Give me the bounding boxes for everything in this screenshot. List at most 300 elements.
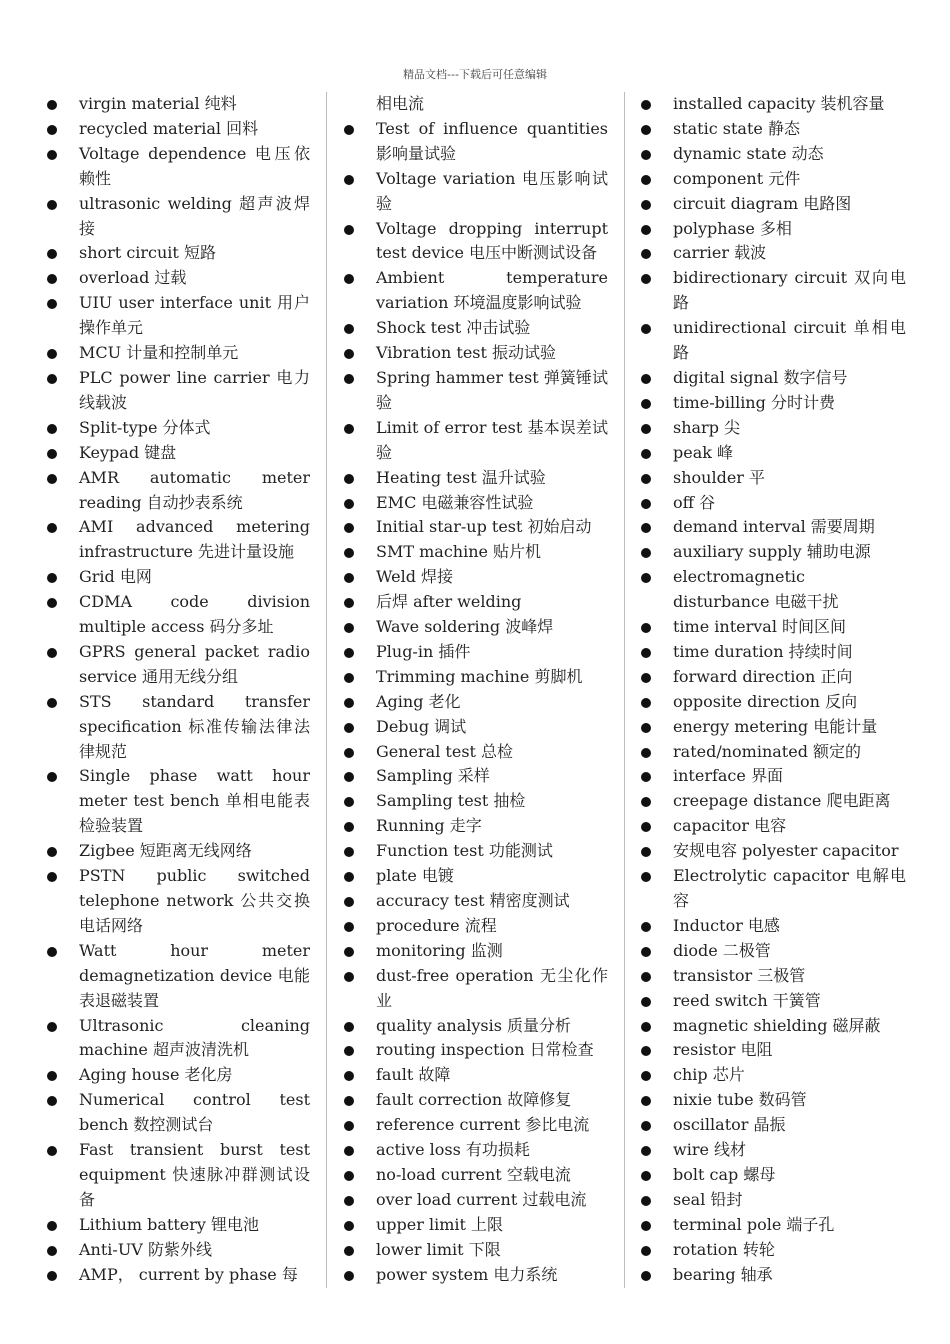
glossary-item	[638, 1113, 906, 1138]
glossary-item	[341, 665, 608, 690]
bullet-icon	[344, 424, 354, 434]
glossary-item-text: reference current 参比电流	[376, 1115, 590, 1135]
glossary-item	[638, 167, 906, 192]
glossary-item-text: interface 界面	[673, 766, 783, 786]
glossary-item-text: accuracy test 精密度测试	[376, 891, 570, 910]
bullet-icon	[47, 249, 57, 259]
glossary-item-text: Running 走字	[376, 816, 482, 836]
glossary-item-text: 安规电容 polyester capacitor	[673, 841, 899, 861]
glossary-item-text: time duration 持续时间	[673, 641, 853, 661]
bullet-icon	[47, 1271, 57, 1281]
glossary-item-text: Function test 功能测试	[376, 841, 553, 861]
glossary-item	[341, 466, 608, 491]
glossary-item	[44, 690, 310, 765]
glossary-item	[341, 590, 608, 615]
glossary-item	[341, 814, 608, 839]
glossary-item	[638, 1063, 906, 1088]
glossary-item-text: shoulder 平	[673, 467, 766, 487]
glossary-item-text: circuit diagram 电路图	[673, 193, 852, 213]
bullet-icon	[344, 623, 354, 633]
bullet-icon	[344, 1221, 354, 1231]
bullet-icon	[641, 673, 651, 683]
bullet-icon	[641, 175, 651, 185]
glossary-item	[638, 789, 906, 814]
bullet-icon	[344, 225, 354, 235]
bullet-icon	[47, 847, 57, 857]
bullet-icon	[641, 474, 651, 484]
glossary-item	[638, 814, 906, 839]
glossary-item-text: time interval 时间区间	[673, 617, 847, 637]
bullet-icon	[641, 200, 651, 210]
bullet-icon	[641, 1121, 651, 1131]
bullet-icon	[344, 499, 354, 509]
glossary-item-text: off 谷	[673, 492, 716, 512]
glossary-item-text: Grid 电网	[79, 567, 152, 587]
glossary-item	[341, 1163, 608, 1188]
glossary-item-text: ultrasonic welding 超声波焊接	[79, 193, 310, 238]
bullet-icon	[641, 723, 651, 733]
bullet-icon	[47, 698, 57, 708]
bullet-icon	[641, 648, 651, 658]
bullet-icon	[641, 972, 651, 982]
glossary-item-text: Fast transient burst test equipment 快速脉冲群测试设备	[79, 1140, 310, 1209]
glossary-column-2	[341, 92, 608, 1288]
glossary-item	[341, 416, 608, 466]
glossary-item-text: Aging house 老化房	[79, 1065, 233, 1085]
glossary-item	[638, 740, 906, 765]
glossary-item	[638, 515, 906, 540]
bullet-icon	[344, 125, 354, 135]
bullet-icon	[344, 1196, 354, 1206]
glossary-item	[44, 92, 310, 117]
bullet-icon	[47, 125, 57, 135]
glossary-item	[638, 1238, 906, 1263]
bullet-icon	[47, 1096, 57, 1106]
bullet-icon	[344, 797, 354, 807]
glossary-item	[638, 989, 906, 1014]
bullet-icon	[344, 872, 354, 882]
bullet-icon	[47, 872, 57, 882]
bullet-icon	[344, 673, 354, 683]
bullet-icon	[641, 548, 651, 558]
bullet-icon	[641, 274, 651, 284]
glossary-item	[44, 515, 310, 565]
glossary-item-text: Voltage dependence 电压依赖性	[79, 143, 310, 188]
glossary-item-text: Anti-UV 防紫外线	[79, 1239, 212, 1259]
glossary-item-text: monitoring 监测	[376, 940, 503, 960]
glossary-item	[341, 939, 608, 964]
glossary-item-text: Ultrasonic cleaning machine 超声波清洗机	[79, 1015, 310, 1060]
glossary-item-text: Ambient temperature variation 环境温度影响试验	[376, 268, 608, 313]
glossary-item-text: General test 总检	[376, 741, 514, 761]
bullet-icon	[641, 872, 651, 882]
glossary-item	[341, 1238, 608, 1263]
glossary-item-text: overload 过载	[79, 268, 187, 288]
bullet-icon	[641, 125, 651, 135]
glossary-item	[638, 964, 906, 989]
glossary-item	[44, 466, 310, 516]
glossary-item	[341, 640, 608, 665]
glossary-item-text: CDMA code division multiple access 码分多址	[79, 592, 310, 637]
glossary-item-text: Electrolytic capacitor 电解电容	[673, 866, 906, 910]
glossary-item-text: Plug-in 插件	[376, 641, 471, 661]
bullet-icon	[641, 324, 651, 334]
glossary-item-text: recycled material 回料	[79, 118, 259, 138]
glossary-item-text: Weld 焊接	[376, 567, 454, 587]
glossary-item	[44, 590, 310, 640]
glossary-item-text: AMR automatic meter reading 自动抄表系统	[79, 467, 310, 512]
glossary-item	[341, 565, 608, 590]
glossary-item-text: dust-free operation 无尘化作业	[376, 965, 608, 1010]
glossary-item	[638, 117, 906, 142]
glossary-item	[341, 740, 608, 765]
bullet-icon	[47, 772, 57, 782]
glossary-item-text: Shock test 冲击试验	[376, 318, 531, 338]
bullet-icon	[641, 822, 651, 832]
bullet-icon	[344, 748, 354, 758]
glossary-item	[638, 839, 906, 864]
glossary-item	[341, 167, 608, 217]
glossary-item	[44, 1063, 310, 1088]
glossary-item	[341, 117, 608, 167]
glossary-item	[638, 391, 906, 416]
glossary-item	[44, 764, 310, 839]
bullet-icon	[47, 598, 57, 608]
glossary-item-text: active loss 有功损耗	[376, 1140, 530, 1160]
bullet-icon	[47, 100, 57, 110]
glossary-item	[341, 316, 608, 341]
glossary-item	[44, 839, 310, 864]
glossary-item	[341, 1188, 608, 1213]
bullet-icon	[641, 947, 651, 957]
bullet-icon	[47, 1022, 57, 1032]
bullet-icon	[344, 1071, 354, 1081]
glossary-item	[341, 217, 608, 267]
glossary-item	[44, 117, 310, 142]
glossary-item	[44, 241, 310, 266]
bullet-icon	[344, 548, 354, 558]
glossary-item-text: auxiliary supply 辅助电源	[673, 542, 871, 562]
glossary-item-text: bolt cap 螺母	[673, 1164, 776, 1184]
glossary-item	[44, 441, 310, 466]
glossary-item	[341, 1213, 608, 1238]
bullet-icon	[344, 947, 354, 957]
glossary-item	[638, 366, 906, 391]
bullet-icon	[641, 797, 651, 807]
glossary-item	[341, 690, 608, 715]
glossary-item	[341, 889, 608, 914]
glossary-item	[44, 266, 310, 291]
glossary-item-text: reed switch 干簧管	[673, 990, 821, 1010]
glossary-item-text: installed capacity 装机容量	[673, 94, 885, 113]
glossary-item-text: short circuit 短路	[79, 243, 216, 263]
bullet-icon	[47, 200, 57, 210]
glossary-item	[44, 366, 310, 416]
glossary-item	[44, 864, 310, 939]
glossary-item	[44, 142, 310, 192]
bullet-icon	[344, 1121, 354, 1131]
glossary-item	[341, 1263, 608, 1288]
bullet-icon	[344, 822, 354, 832]
bullet-icon	[344, 897, 354, 907]
glossary-item-text: polyphase 多相	[673, 218, 792, 238]
glossary-item-text: wire 线材	[673, 1140, 747, 1160]
glossary-item-text: unidirectional circuit 单相电路	[673, 318, 906, 363]
glossary-item	[638, 1138, 906, 1163]
glossary-item-text: Heating test 温升试验	[376, 467, 546, 487]
bullet-icon	[344, 1022, 354, 1032]
glossary-item	[638, 142, 906, 167]
glossary-item-text: component 元件	[673, 168, 801, 188]
glossary-item	[341, 1113, 608, 1138]
glossary-item-text: bidirectionary circuit 双向电路	[673, 268, 906, 313]
glossary-item-text: AMP， current by phase 每	[79, 1264, 298, 1284]
bullet-icon	[344, 175, 354, 185]
bullet-icon	[641, 499, 651, 509]
glossary-item-text: plate 电镀	[376, 866, 454, 886]
bullet-icon	[641, 1246, 651, 1256]
glossary-item-text: Limit of error test 基本误差试验	[376, 417, 608, 462]
glossary-item-text: creepage distance 爬电距离	[673, 791, 891, 811]
glossary-item	[638, 864, 906, 914]
glossary-item	[638, 1263, 906, 1288]
glossary-item-text: Vibration test 振动试验	[376, 343, 557, 363]
glossary-item-text: Sampling test 抽检	[376, 791, 526, 811]
glossary-item	[341, 764, 608, 789]
bullet-icon	[641, 1271, 651, 1281]
glossary-item-text: Test of influence quantities 影响量试验	[376, 118, 608, 163]
glossary-item	[44, 1238, 310, 1263]
glossary-item-text: Inductor 电感	[673, 915, 780, 935]
glossary-item	[44, 1138, 310, 1213]
glossary-item-text: PLC power line carrier 电力线载波	[79, 367, 310, 412]
glossary-item	[341, 964, 608, 1014]
glossary-item-text: 相电流	[376, 94, 425, 113]
bullet-icon	[344, 698, 354, 708]
glossary-item-text: Zigbee 短距离无线网络	[79, 841, 252, 861]
glossary-item	[341, 864, 608, 889]
glossary-item-text: Voltage dropping interrupt test device 电压中断测试设备	[376, 218, 608, 263]
bullet-icon	[641, 424, 651, 434]
glossary-item	[44, 1263, 310, 1288]
glossary-item-text: GPRS general packet radio service 通用无线分组	[79, 641, 310, 686]
glossary-item	[44, 565, 310, 590]
glossary-item-text: upper limit 上限	[376, 1214, 504, 1234]
bullet-icon	[641, 1096, 651, 1106]
glossary-item	[638, 92, 906, 117]
glossary-item	[341, 1063, 608, 1088]
bullet-icon	[344, 648, 354, 658]
bullet-icon	[47, 374, 57, 384]
glossary-item	[638, 690, 906, 715]
bullet-icon	[641, 847, 651, 857]
bullet-icon	[344, 324, 354, 334]
glossary-item	[44, 1213, 310, 1238]
glossary-item-text: 后焊 after welding	[376, 592, 522, 612]
glossary-item-text: rotation 转轮	[673, 1239, 775, 1259]
glossary-item-text: PSTN public switched telephone network 公共交换电话网络	[79, 866, 310, 935]
glossary-item-text: static state 静态	[673, 118, 800, 138]
glossary-item-text: terminal pole 端子孔	[673, 1214, 835, 1234]
glossary-item	[341, 540, 608, 565]
glossary-item-text: AMI advanced metering infrastructure 先进计量设施	[79, 517, 310, 562]
glossary-item-text: procedure 流程	[376, 915, 497, 935]
bullet-icon	[344, 1171, 354, 1181]
glossary-item-text: Sampling 采样	[376, 766, 490, 786]
glossary-item	[44, 192, 310, 242]
glossary-item	[638, 441, 906, 466]
glossary-item-text: Initial star-up test 初始启动	[376, 517, 592, 537]
glossary-item-text: bearing 轴承	[673, 1264, 773, 1284]
glossary-item	[638, 565, 906, 615]
glossary-item	[341, 92, 608, 117]
glossary-item	[638, 316, 906, 366]
bullet-icon	[641, 1046, 651, 1056]
glossary-item	[44, 291, 310, 341]
bullet-icon	[47, 1071, 57, 1081]
glossary-item	[44, 939, 310, 1014]
bullet-icon	[47, 299, 57, 309]
bullet-icon	[641, 1221, 651, 1231]
glossary-item-text: fault correction 故障修复	[376, 1090, 572, 1110]
glossary-item	[341, 615, 608, 640]
glossary-item	[341, 341, 608, 366]
bullet-icon	[47, 523, 57, 533]
glossary-column-1	[44, 92, 310, 1288]
glossary-item-text: fault 故障	[376, 1065, 451, 1085]
glossary-item-text: chip 芯片	[673, 1065, 745, 1085]
column-separator-2	[624, 92, 625, 1288]
bullet-icon	[641, 1146, 651, 1156]
bullet-icon	[47, 274, 57, 284]
glossary-item	[341, 491, 608, 516]
bullet-icon	[344, 1271, 354, 1281]
bullet-icon	[641, 150, 651, 160]
glossary-item-text: Spring hammer test 弹簧锤试验	[376, 367, 608, 412]
glossary-item	[638, 1163, 906, 1188]
glossary-item-text: peak 峰	[673, 442, 734, 462]
glossary-item-text: Lithium battery 锂电池	[79, 1214, 260, 1234]
glossary-item	[638, 640, 906, 665]
bullet-icon	[344, 772, 354, 782]
glossary-item-text: demand interval 需要周期	[673, 517, 875, 537]
glossary-item	[638, 1213, 906, 1238]
bullet-icon	[641, 374, 651, 384]
bullet-icon	[641, 772, 651, 782]
glossary-item	[341, 1038, 608, 1063]
bullet-icon	[641, 225, 651, 235]
glossary-item-text: no-load current 空载电流	[376, 1164, 571, 1184]
glossary-item-text: Numerical control test bench 数控测试台	[79, 1090, 310, 1135]
glossary-item	[638, 764, 906, 789]
glossary-item	[638, 1088, 906, 1113]
glossary-item	[341, 715, 608, 740]
glossary-item-text: STS standard transfer specification 标准传输法律法律规范	[79, 691, 310, 761]
glossary-item	[638, 192, 906, 217]
glossary-item	[638, 491, 906, 516]
glossary-item-text: MCU 计量和控制单元	[79, 343, 239, 363]
glossary-item	[638, 217, 906, 242]
bullet-icon	[344, 474, 354, 484]
glossary-item-text: routing inspection 日常检查	[376, 1040, 594, 1060]
bullet-icon	[641, 1022, 651, 1032]
column-separator-1	[326, 92, 327, 1288]
bullet-icon	[344, 922, 354, 932]
page-header: 精品文档---下载后可任意编辑	[403, 68, 547, 81]
glossary-item	[638, 939, 906, 964]
glossary-item-text: transistor 三极管	[673, 965, 806, 985]
glossary-item-text: Aging 老化	[376, 691, 461, 711]
glossary-item	[44, 416, 310, 441]
glossary-item-text: SMT machine 贴片机	[376, 542, 542, 562]
glossary-item-text: rated/nominated 额定的	[673, 741, 862, 761]
bullet-icon	[47, 449, 57, 459]
glossary-item-text: Watt hour meter demagnetization device 电能表退磁装置	[79, 940, 310, 1010]
glossary-item	[341, 914, 608, 939]
glossary-item-text: carrier 载波	[673, 243, 767, 263]
glossary-item-text: electromagnetic disturbance 电磁干扰	[673, 567, 839, 612]
glossary-item	[44, 341, 310, 366]
bullet-icon	[641, 573, 651, 583]
glossary-item	[341, 366, 608, 416]
glossary-item-text: Single phase watt hour meter test bench 单相电能表检验装置	[79, 766, 310, 836]
bullet-icon	[344, 1246, 354, 1256]
glossary-item-text: Voltage variation 电压影响试验	[376, 168, 608, 213]
glossary-item-text: Debug 调试	[376, 716, 467, 736]
glossary-item	[638, 416, 906, 441]
glossary-item-text: quality analysis 质量分析	[376, 1015, 572, 1035]
bullet-icon	[641, 1171, 651, 1181]
bullet-icon	[344, 523, 354, 533]
bullet-icon	[641, 523, 651, 533]
glossary-item-text: resistor 电阻	[673, 1040, 773, 1060]
bullet-icon	[641, 997, 651, 1007]
glossary-item	[638, 665, 906, 690]
glossary-item-text: virgin material 纯料	[79, 94, 237, 113]
bullet-icon	[47, 1146, 57, 1156]
glossary-item	[638, 241, 906, 266]
bullet-icon	[344, 573, 354, 583]
glossary-item-text: magnetic shielding 磁屏蔽	[673, 1015, 881, 1035]
glossary-item-text: over load current 过载电流	[376, 1189, 587, 1209]
glossary-item-text: diode 二极管	[673, 940, 771, 960]
bullet-icon	[641, 1071, 651, 1081]
bullet-icon	[344, 847, 354, 857]
glossary-item	[638, 715, 906, 740]
bullet-icon	[641, 1196, 651, 1206]
glossary-item-text: dynamic state 动态	[673, 143, 824, 163]
bullet-icon	[344, 598, 354, 608]
glossary-item	[44, 1014, 310, 1064]
glossary-item	[638, 266, 906, 316]
glossary-item-text: UIU user interface unit 用户操作单元	[79, 293, 310, 338]
glossary-item-text: Trimming machine 剪脚机	[376, 666, 583, 686]
bullet-icon	[641, 698, 651, 708]
glossary-item	[44, 1088, 310, 1138]
bullet-icon	[344, 1046, 354, 1056]
glossary-item	[638, 1038, 906, 1063]
glossary-item-text: sharp 尖	[673, 417, 741, 437]
glossary-item	[638, 1014, 906, 1039]
bullet-icon	[641, 922, 651, 932]
glossary-item-text: energy metering 电能计量	[673, 716, 878, 736]
glossary-item-text: Wave soldering 波峰焊	[376, 617, 554, 637]
glossary-item-text: nixie tube 数码管	[673, 1090, 807, 1110]
bullet-icon	[641, 399, 651, 409]
glossary-item-text: forward direction 正向	[673, 666, 853, 686]
bullet-icon	[641, 748, 651, 758]
glossary-item-text: EMC 电磁兼容性试验	[376, 492, 534, 512]
